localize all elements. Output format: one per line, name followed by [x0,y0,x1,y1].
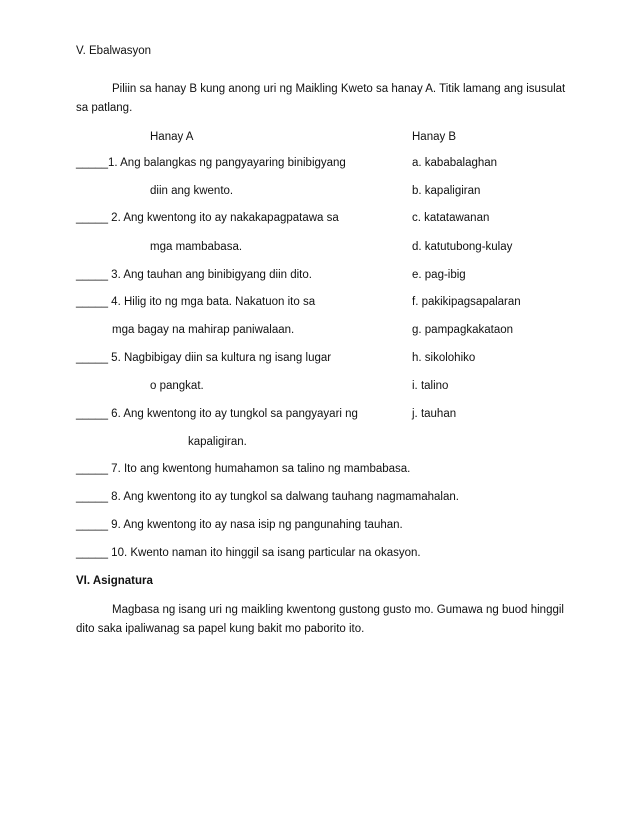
item-b-b: b. kapaligiran [412,185,481,197]
section-heading-ebalwasyon: V. Ebalwasyon [76,45,152,57]
item-a-8: _____ 8. Ang kwentong ito ay tungkol sa dalwang tauhang nagmamahalan. [76,491,459,503]
column-header-hanay-b: Hanay B [412,131,457,143]
item-a-6-line-1: _____ 6. Ang kwentong ito ay tungkol sa pangyayari ng [76,408,358,420]
item-a-5-line-2: o pangkat. [150,380,204,392]
item-a-1-line-2: diin ang kwento. [150,185,234,197]
instruction-line-2: sa patlang. [76,102,133,114]
item-a-2-line-2: mga mambabasa. [150,241,243,253]
item-b-f: f. pakikipagsapalaran [412,296,521,308]
asignatura-line-2: dito saka ipaliwanag sa papel kung bakit mo paborito ito. [76,623,365,635]
item-a-9: _____ 9. Ang kwentong ito ay nasa isip ng pangunahing tauhan. [76,519,403,531]
item-a-4-line-2: mga bagay na mahirap paniwalaan. [112,324,295,336]
item-b-a: a. kababalaghan [412,157,498,169]
instruction-line-1: Piliin sa hanay B kung anong uri ng Maikling Kweto sa hanay A. Titik lamang ang isusulat [112,83,566,95]
column-header-hanay-a: Hanay A [150,131,194,143]
item-b-e: e. pag-ibig [412,269,466,281]
item-a-1-line-1: _____1. Ang balangkas ng pangyayaring binibigyang [76,157,346,169]
item-a-10: _____ 10. Kwento naman ito hinggil sa isang particular na okasyon. [76,547,421,559]
item-b-g: g. pampagkakataon [412,324,514,336]
section-heading-asignatura: VI. Asignatura [76,575,153,587]
item-a-6-line-2: kapaligiran. [188,436,247,448]
item-a-4-line-1: _____ 4. Hilig ito ng mga bata. Nakatuon ito sa [76,296,316,308]
item-b-d: d. katutubong-kulay [412,241,513,253]
item-b-i: i. talino [412,380,449,392]
item-b-c: c. katatawanan [412,212,490,224]
item-a-3: _____ 3. Ang tauhan ang binibigyang diin dito. [76,269,312,281]
item-b-h: h. sikolohiko [412,352,476,364]
item-a-5-line-1: _____ 5. Nagbibigay diin sa kultura ng isang lugar [76,352,332,364]
asignatura-line-1: Magbasa ng isang uri ng maikling kwentong gustong gusto mo. Gumawa ng buod hinggil [112,604,564,616]
item-b-j: j. tauhan [412,408,457,420]
item-a-2-line-1: _____ 2. Ang kwentong ito ay nakakapagpatawa sa [76,212,339,224]
item-a-7: _____ 7. Ito ang kwentong humahamon sa talino ng mambabasa. [76,463,411,475]
